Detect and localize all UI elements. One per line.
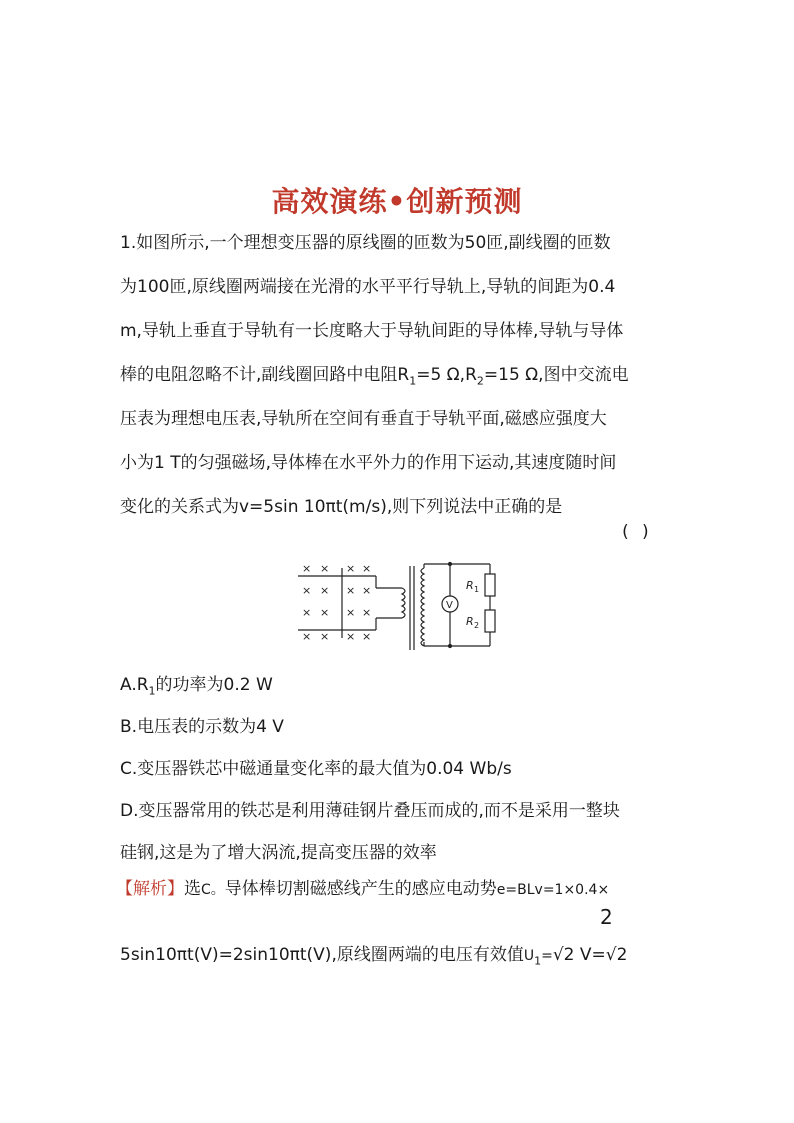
primary-coil xyxy=(402,588,405,618)
r2-label: R xyxy=(465,365,477,385)
cross-mark: × xyxy=(302,584,312,597)
option-a xyxy=(120,670,273,697)
question-line-6: 小为1 T的匀强磁场,导体棒在水平外力的作用下运动,其速度随时间 xyxy=(120,453,617,473)
resistor-r1 xyxy=(485,574,495,596)
answer-parentheses: ( ) xyxy=(620,522,651,542)
option-d-line-1: D.变压器常用的铁芯是利用薄硅钢片叠压而成的,而不是采用一整块 xyxy=(120,801,620,821)
cross-mark: × xyxy=(346,606,356,619)
analysis-line-2 xyxy=(120,940,627,967)
analysis-lead: 选 xyxy=(184,879,201,899)
analysis-text-1: 导体棒切割磁感线产生的感应电动势 xyxy=(224,879,497,899)
analysis-emf: e=BLv=1×0.4× xyxy=(496,882,610,898)
question-line-4-text: 棒的电阻忽略不计,副线圈回路中电阻 xyxy=(120,365,398,385)
cross-mark: × xyxy=(362,606,372,619)
cross-mark: × xyxy=(302,562,312,575)
r1-figure-label: R xyxy=(466,579,474,592)
question-line-5: 压表为理想电压表,导轨所在空间有垂直于导轨平面,磁感应强度大 xyxy=(120,409,607,429)
cross-mark: × xyxy=(320,630,330,643)
u1-label: U xyxy=(523,948,535,964)
question-line-1: 1.如图所示,一个理想变压器的原线圈的匝数为50匝,副线圈的匝数 xyxy=(120,233,611,253)
analysis-line-1 xyxy=(116,874,609,899)
option-b: B.电压表的示数为4 V xyxy=(120,717,284,737)
r2-figure-sub: 2 xyxy=(474,621,480,630)
r1-label: R xyxy=(397,365,410,385)
question-line-4 xyxy=(120,360,680,387)
question-line-7: 变化的关系式为v=5sin 10πt(m/s),则下列说法中正确的是 xyxy=(120,497,563,517)
option-d-line-2: 硅钢,这是为了增大涡流,提高变压器的效率 xyxy=(120,843,437,863)
analysis-tag: 【解析】 xyxy=(116,879,184,899)
cross-mark: × xyxy=(346,584,356,597)
r1-sub: 1 xyxy=(409,374,417,388)
secondary-coil xyxy=(421,568,424,646)
cross-mark: × xyxy=(302,606,312,619)
r2-value: =15 Ω,图中交流电 xyxy=(483,365,629,385)
sqrt-two: √2 xyxy=(552,945,575,965)
resistor-r2 xyxy=(485,610,495,632)
fraction-numerator: 2 xyxy=(600,905,613,929)
voltmeter-label: V xyxy=(446,600,453,611)
cross-mark: × xyxy=(320,606,330,619)
option-a-text: 的功率为0.2 W xyxy=(155,675,273,695)
analysis-choice: C。 xyxy=(201,882,225,898)
equals-sign: = xyxy=(541,948,553,964)
cross-mark: × xyxy=(362,630,372,643)
option-c: C.变压器铁芯中磁通量变化率的最大值为0.04 Wb/s xyxy=(120,759,512,779)
option-a-sub: 1 xyxy=(148,684,156,698)
circuit-figure xyxy=(298,558,498,658)
question-line-3: m,导轨上垂直于导轨有一长度略大于导轨间距的导体棒,导轨与导体 xyxy=(120,321,624,341)
r2-sub: 2 xyxy=(476,374,484,388)
unit-sqrt: V=√2 xyxy=(579,945,628,965)
r2-figure-label: R xyxy=(466,615,474,628)
r1-value: =5 Ω, xyxy=(416,365,466,385)
page-title: 高效演练•创新预测 xyxy=(271,185,523,218)
analysis-text-2: 5sin10πt(V)=2sin10πt(V),原线圈两端的电压有效值 xyxy=(120,945,524,965)
cross-mark: × xyxy=(302,630,312,643)
cross-mark: × xyxy=(320,562,330,575)
option-a-prefix: A.R xyxy=(120,675,149,695)
cross-mark: × xyxy=(320,584,330,597)
u1-sub: 1 xyxy=(534,954,542,968)
r1-figure-sub: 1 xyxy=(474,585,480,594)
cross-mark: × xyxy=(362,584,372,597)
cross-mark: × xyxy=(346,630,356,643)
question-line-2: 为100匝,原线圈两端接在光滑的水平平行导轨上,导轨的间距为0.4 xyxy=(120,277,616,297)
cross-mark: × xyxy=(362,562,372,575)
cross-mark: × xyxy=(346,562,356,575)
